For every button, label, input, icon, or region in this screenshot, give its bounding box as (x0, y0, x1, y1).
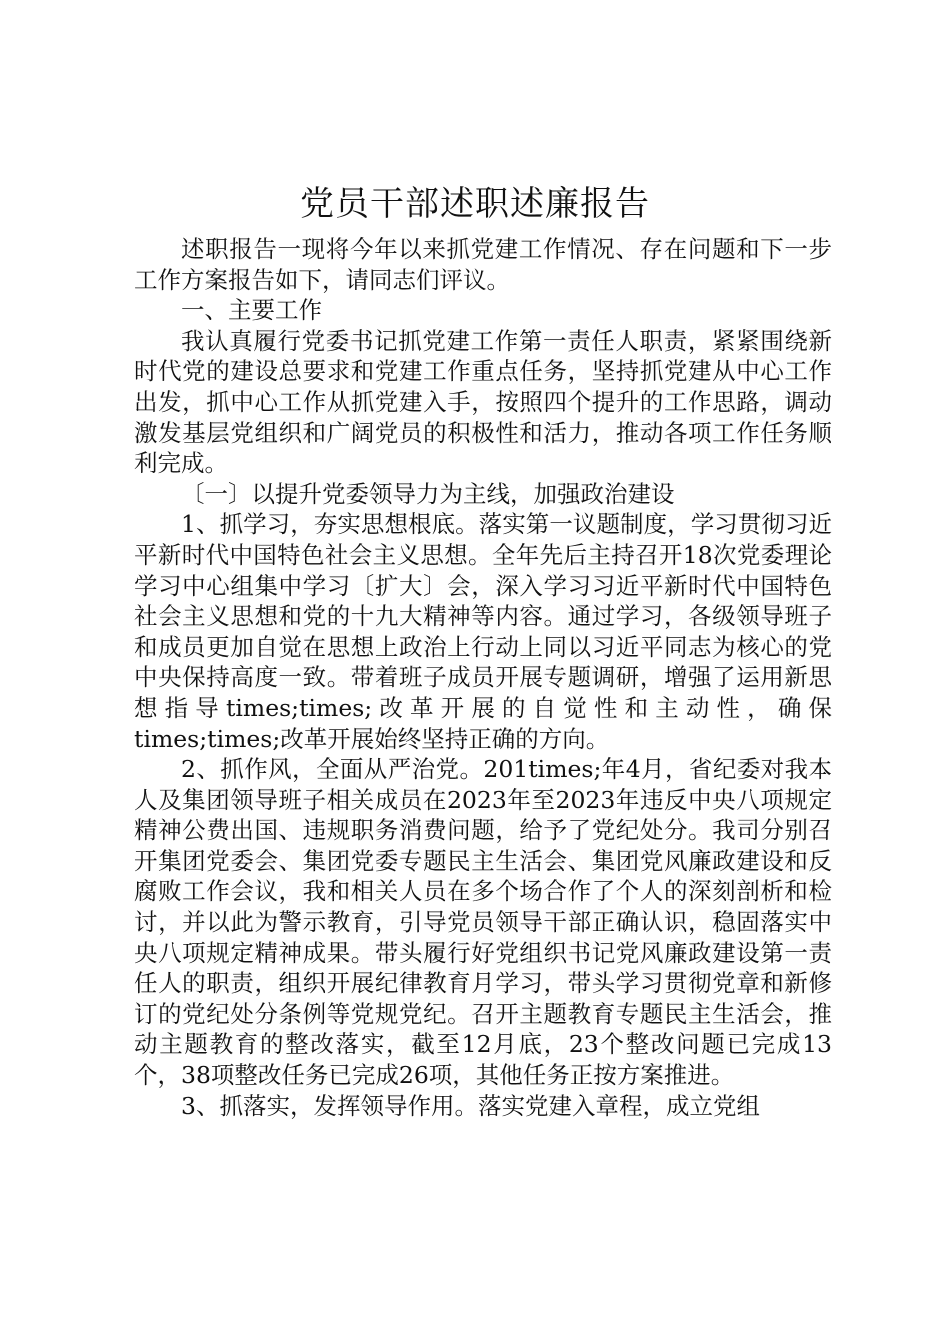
subsection-heading-political-building: 〔一〕以提升党委领导力为主线，加强政治建设 (181, 479, 675, 508)
document-body (134, 234, 832, 1121)
paragraph-intro: 述职报告一现将今年以来抓党建工作情况、存在问题和下一步工作方案报告如下，请同志们评议。 (134, 235, 832, 294)
paragraph-implementation: 3、抓落实，发挥领导作用。落实党建入章程，成立党组 (181, 1091, 760, 1120)
paragraph-main-work: 我认真履行党委书记抓党建工作第一责任人职责，紧紧围绕新时代党的建设总要求和党建工作重点任务，坚持抓党建从中心工作出发，抓中心工作从抓党建入手，按照四个提升的工作思路，调动激发基层党组织和广阔党员的积极性和活力，推动各项工作任务顺利完成。 (134, 326, 832, 478)
section-heading-main-work: 一、主要工作 (181, 296, 322, 325)
document-title: 党员干部述职述廉报告 (300, 184, 650, 224)
paragraph-work-style: 2、抓作风，全面从严治党。201times;年4月，省纪委对我本人及集团领导班子相关成员在2023年至2023年违反中央八项规定精神公费出国、违规职务消费问题，给予了党纪处分。我司分别召开集团党委会、集团党委专题民主生活会、集团党风廉政建设和反腐败工作会议，我和相关人员在多个场合作了个人的深刻剖析和检讨，并以此为警示教育，引导党员领导干部正确认识，稳固落实中央八项规定精神成果。带头履行好党组织书记党风廉政建设第一责任人的职责，组织开展纪律教育月学习，带头学习贯彻党章和新修订的党纪处分条例等党规党纪。召开主题教育专题民主生活会，推动主题教育的整改落实，截至12月底，23个整改问题已完成13个，38项整改任务已完成26项，其他任务正按方案推进。 (134, 755, 832, 1090)
paragraph-study: 1、抓学习，夯实思想根底。落实第一议题制度，学习贯彻习近平新时代中国特色社会主义思想。全年先后主持召开18次党委理论学习中心组集中学习〔扩大〕会，深入学习习近平新时代中国特色社会主义思想和党的十九大精神等内容。通过学习，各级领导班子和成员更加自觉在思想上政治上行动上同以习近平同志为核心的党中央保持高度一致。带着班子成员开展专题调研，增强了运用新思想指导times;times;改革开展的自觉性和主动性，确保times;times;改革开展始终坚持正确的方向。 (134, 510, 832, 753)
